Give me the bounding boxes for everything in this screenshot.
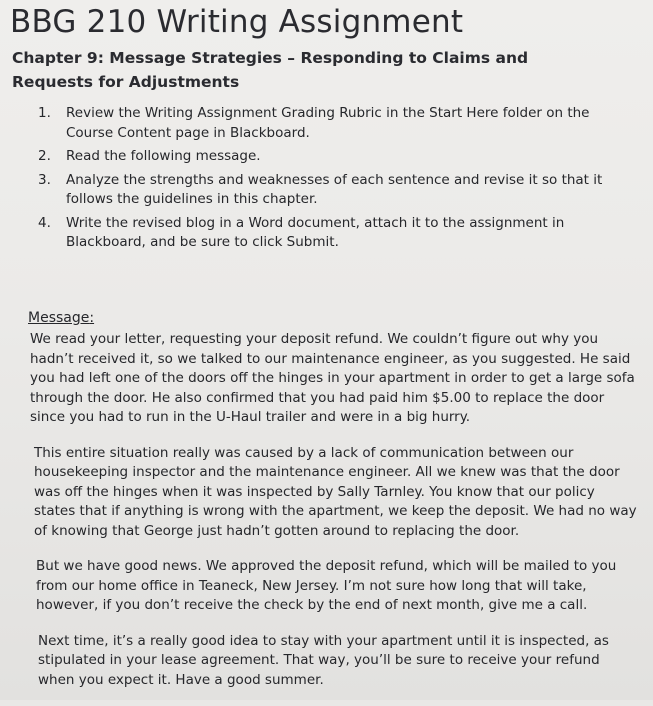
list-number: 4. bbox=[38, 214, 51, 231]
list-number: 1. bbox=[38, 105, 51, 121]
message-label-colon: : bbox=[89, 310, 95, 326]
message-paragraph: We read your letter, requesting your deposit refund. We couldn’t figure out why you hadn’t received it, so we talked to our maintenance engineer, as you suggested. He said you had left one of the doors off the hinges in your apartment in order to get a large sofa through the door. He also confirmed that you had paid him $5.00 to replace the door since you had to run in the U-Haul trailer and were in a big hurry. bbox=[30, 331, 635, 425]
page-title: BBG 210 Writing Assignment bbox=[10, 4, 464, 40]
list-item-text: Read the following message. bbox=[66, 148, 261, 164]
message-body bbox=[30, 330, 640, 706]
list-item-text: Analyze the strengths and weaknesses of each sentence and revise it so that it follows the guidelines in this chapter. bbox=[66, 171, 603, 207]
message-paragraph: But we have good news. We approved the deposit refund, which will be mailed to you from our home office in Teaneck, New Jersey. I’m not sure how long that will take, however, if you don’t receive the check by the end of next month, give me a call. bbox=[36, 558, 617, 613]
message-label: Message bbox=[28, 310, 90, 326]
list-item bbox=[38, 147, 628, 167]
message-paragraph: This entire situation really was caused by a lack of communication between our housekeeping inspector and the maintenance engineer. All we knew was that the door was off the hinges when it was inspected by Sally Tarnley. You know that our policy states that if anything is wrong with the apartment, we keep the deposit. We had no way of knowing that George just hadn’t gotten around to replacing the door. bbox=[34, 444, 637, 539]
message-paragraph: Next time, it’s a really good idea to stay with your apartment until it is inspected, as stipulated in your lease agreement. That way, you’ll be sure to receive your refund when you expect it. Have a good summer. bbox=[38, 632, 609, 688]
chapter-subtitle: Chapter 9: Message Strategies – Responding to Claims and Requests for Adjustments bbox=[12, 49, 529, 91]
list-item bbox=[38, 171, 628, 210]
message-heading bbox=[28, 310, 94, 326]
list-item-text: Review the Writing Assignment Grading Rubric in the Start Here folder on the Course Content page in Blackboard. bbox=[66, 105, 590, 141]
list-item bbox=[38, 214, 628, 253]
list-number: 2. bbox=[38, 148, 51, 164]
instruction-list bbox=[38, 104, 628, 257]
list-item-text: Write the revised blog in a Word document, attach it to the assignment in Blackboard, and be sure to click Submit. bbox=[66, 214, 565, 250]
list-number: 3. bbox=[38, 171, 51, 188]
list-item bbox=[38, 104, 628, 143]
